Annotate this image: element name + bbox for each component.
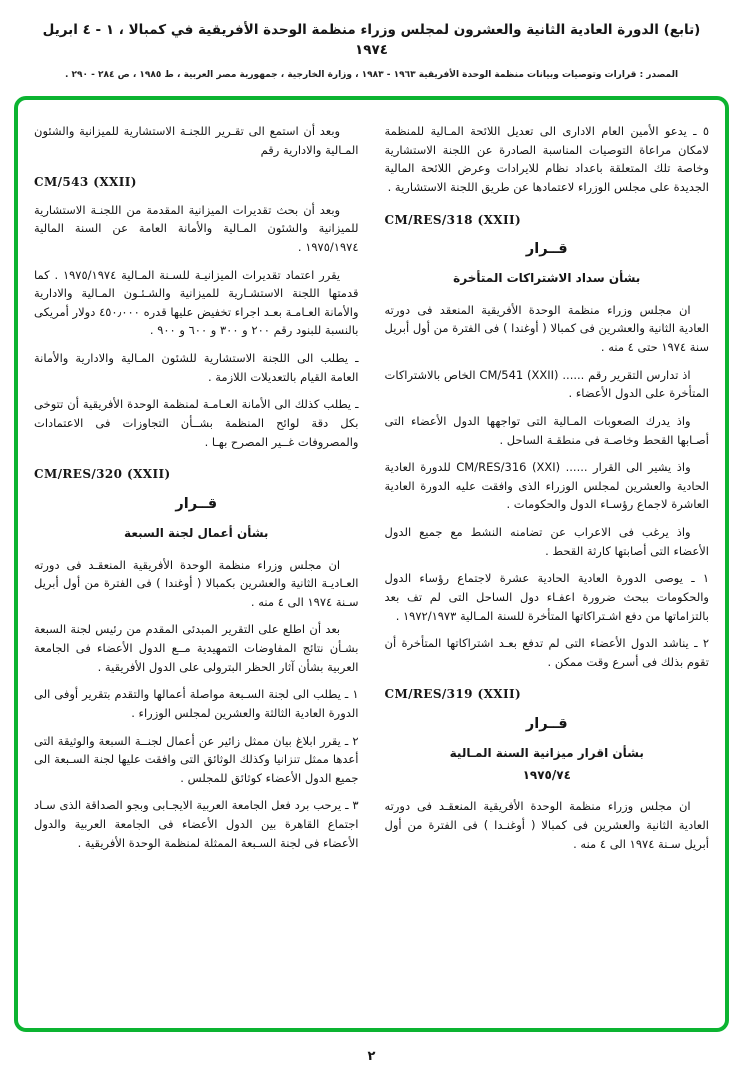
decision-heading-320: قــرار	[175, 495, 218, 512]
paragraph-report-541: اذ تدارس التقرير رقم ...... CM/541 (XXII) الخاص بالاشتراكات المتأخرة على الدول الأعضاء .	[384, 367, 709, 401]
paragraph-initial-report: بعد أن اطلع على التقرير المبدئى المقدم من رئيس لجنة السبعة بشـأن نتائج المفاوضات التمهيدية مــع الدول الأعضاء فى الجامعة العربية بشأن آثار الحظر البترولى على الدول الأفريقية .	[34, 622, 359, 674]
paragraph-invite-secretary: ٥ ـ يدعو الأمين العام الادارى الى تعديل اللائحة المـالية للمنظمة لامكان مراعاة التوصيات المناسبة الصادرة عن اللجنة الاستشارية وخاصة تلك المتعلقة باعداد نظام للايرادات وعرض اللائحة المالية الجديدة على مجلس الوزراء لاعتمادها عن طريق اللجنة الاستشارية .	[384, 124, 709, 194]
content-frame	[14, 96, 729, 1032]
paragraph-refers-316: واذ يشير الى القرار ...... CM/RES/316 (XXI) للدورة العادية الحادية والعشرين لمجلس الوزراء الذى وافقت عليه الدورة العادية العاشرة لاجماع رؤسـاء الدول والحكومات .	[384, 460, 709, 512]
paragraph-examined: وبعد أن بحث تقديرات الميزانية المقدمة من اللجنـة الاستشارية للميزانية والشئون المـالية والأمانة العامة عن السنة المالية ١٩٧٥/١٩٧٤ .	[34, 202, 359, 254]
paragraph-decides-budget: يقرر اعتماد تقديرات الميزانيـة للسـنة المـالية ١٩٧٥/١٩٧٤ . كما قدمتها اللجنة الاستشـارية للميزانية والشـئـون المـالية والادارية والأمانة العـامـة بعـد اجراء تخفيض عليها قدره ٤٥٠٫٠٠٠ دولار أمريكى بالنسبة للبنود رقم ٢٠٠ و ٣٠٠ و ٦٠٠ و ٩٠٠ .	[34, 267, 359, 338]
request-item-1: ـ يطلب الى اللجنة الاستشارية للشئون المـالية والادارية والأمانة العامة القيام بالتعديلات اللازمة .	[34, 351, 359, 384]
decision-subject-319-year: ١٩٧٥/٧٤	[522, 767, 571, 782]
decision-subject-318: بشأن سداد الاشتراكات المتأخرة	[453, 271, 641, 286]
resolution-ref-319: CM/RES/319 (XXII)	[384, 687, 522, 702]
paragraph-solidarity: واذ يرغب فى الاعراب عن تضامنه النشط مع جميع الدول الأعضاء التى أصابتها كارثة القحط .	[384, 525, 709, 558]
two-column-layout	[34, 122, 709, 1014]
request-item-2: ـ يطلب كذلك الى الأمانة العـامـة لمنظمة الوحدة الأفريقية أن تتوخى بكل دقة لوائح المنظمة بشــأن التجاوزات فى الاعتمادات والمصروفات غــير المصرح بهـا .	[34, 397, 359, 449]
document-title: (تابع) الدورة العادية الثانية والعشرون لمجلس وزراء منظمة الوحدة الأفريقية في كمبالا ، ١ - ٤ ابريل ١٩٧٤	[42, 22, 701, 59]
decision-subject-319: بشأن اقرار ميزانية السنة المـالية	[449, 746, 644, 761]
decision-heading-318: قــرار	[525, 240, 568, 257]
paragraph-listened: وبعد أن استمع الى تقـرير اللجنـة الاستشارية للميزانية والشئون المـالية والادارية رقم	[34, 124, 359, 157]
committee-item-1: ١ ـ يطلب الى لجنة السـبعة مواصلة أعمالها والتقدم بتقرير أوفى الى الدورة العادية الثالثة والعشرين لمجلس الوزراء .	[34, 687, 359, 720]
decision-subject-320: بشأن أعمال لجنة السبعة	[124, 526, 269, 541]
paragraph-council-318: ان مجلس وزراء منظمة الوحدة الأفريقية المنعقد فى دورته العادية الثانية والعشرين فى كمبالا ( أوغندا ) فى الفترة من أول أبريل سنة ١٩٧٤ حتى ٤ منه .	[384, 302, 709, 355]
committee-item-2: ٢ ـ يقرر ابلاغ بيان ممثل زائير عن أعمال لجنــة السبعة والوثيقة التى أعدها ممثل تنزانيا وكذلك الوثائق التى وافقت عليها لجنة السـبعة الى جميع الدول الأعضاء كوثائق للمجلس .	[34, 733, 359, 785]
committee-item-3: ٣ ـ يرحب برد فعل الجامعة العربية الايجـابى وبجو الصداقة الذى سـاد اجتماع القاهرة بين الدول الأعضاء فى الجامعة العربية والدول الأعضاء فى لجنة السـبعة الممثلة لمنظمة الوحدة الأفريقية .	[34, 798, 359, 850]
left-column	[34, 122, 359, 1014]
right-column	[385, 122, 710, 1014]
document-source: المصدر : قرارات وتوصيات وبيانات منظمة الوحدة الأفريقية ١٩٦٣ - ١٩٨٣ ، وزارة الخارجية ، جمهورية مصر العربية ، ط ١٩٨٥ ، ص ٢٨٤ - ٢٩٠ .	[64, 69, 679, 80]
paragraph-council-320: ان مجلس وزراء منظمة الوحدة الأفريقية المنعقـد فى دورته العـاديـة الثانية والعشرين بكمبالا ( أوغندا ) فى الفترة من أول أبريل سـنة ١٩٧٤ الى ٤ منه .	[34, 557, 359, 609]
page-header	[0, 0, 743, 80]
resolution-ref-318: CM/RES/318 (XXII)	[384, 212, 522, 227]
page-number: ٢	[367, 1049, 376, 1064]
paragraph-council-319: ان مجلس وزراء منظمة الوحدة الأفريقية المنعقـد فى دورته العادية الثانية والعشرين فى كمبالا ( أوغنـدا ) فى الفترة من أول أبريل سـنة ١٩٧٤ الى ٤ منه .	[384, 799, 709, 851]
resolution-item-1: ١ ـ يوصى الدورة العادية الحادية عشرة لاجتماع رؤساء الدول والحكومات ببحث ضرورة اعفـاء دول الساحل التى لم تف بعد بالتزاماتها من دفع اشـتراكاتها المتأخرة للسنة المـالية ١٩٧٢/١٩٧٣ .	[384, 571, 709, 623]
decision-heading-319: قــرار	[525, 715, 568, 732]
resolution-item-2: ٢ ـ يناشد الدول الأعضاء التى لم تدفع بعـد اشتراكاتها المتأخرة أن تقوم بذلك فى أسرع وقت ممكن .	[384, 636, 709, 669]
resolution-ref-543: CM/543 (XXII)	[34, 175, 137, 190]
resolution-ref-320: CM/RES/320 (XXII)	[34, 467, 171, 482]
paragraph-difficulties: واذ يدرك الصعوبات المـالية التى تواجهها الدول الأعضاء التى أصـابها القحط وخاصـة فى منطقـة الساحل .	[384, 413, 709, 447]
